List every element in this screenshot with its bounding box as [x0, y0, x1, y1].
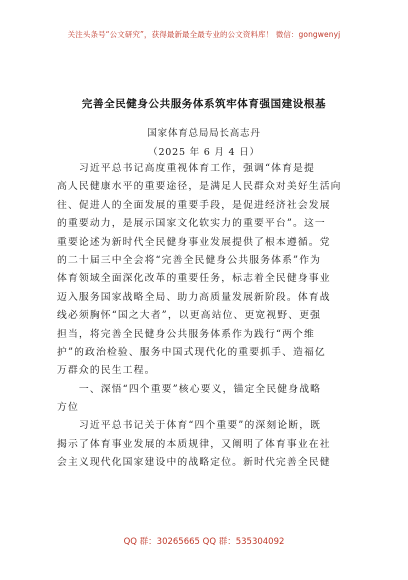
document-author: 国家体育总局局长高志丹: [147, 128, 261, 139]
body-line: 往、促进人的全面发展的重要手段，是促进经济社会发展: [57, 199, 331, 211]
body-line: 护”的政治检验、服务中国式现代化的重要抓手、造福亿: [57, 346, 326, 358]
body-line: 万群众的民生工程。: [57, 365, 156, 377]
body-line: 习近平总书记关于体育“四个重要”的深刻论断，既: [57, 420, 322, 432]
footer-qq-groups: QQ 群：30265665 QQ 群：535304092: [123, 537, 285, 547]
header-banner: 关注头条号“公文研究”，获得最新最全最专业的公文资料库！ 微信：gongwenyj: [67, 30, 341, 39]
document-date: （2025 年 6 月 4 日）: [148, 147, 260, 158]
document-title: 完善全民健身公共服务体系筑牢体育强国建设根基: [81, 98, 327, 110]
body-line: 高人民健康水平的重要途径，是满足人民群众对美好生活向: [57, 181, 342, 193]
document-body: [57, 160, 353, 473]
body-line: 体育领域全面深化改革的重要任务，标志着全民健身事业: [57, 273, 331, 285]
body-line: 习近平总书记高度重视体育工作，强调“体育是提: [57, 163, 315, 174]
body-line: 的二十届三中全会将“完善全民健身公共服务体系”作为: [57, 254, 322, 266]
body-line: 方位: [57, 402, 79, 414]
body-line: 的重要动力，是展示国家文化软实力的重要平台”。这一: [57, 218, 326, 230]
body-line: 迈入服务国家战略全局、助力高质量发展新阶段。体育战: [57, 291, 331, 303]
body-line: 线必须胸怀“国之大者”，以更高站位、更宽视野、更强: [57, 310, 322, 322]
body-line: 重要论述为新时代全民健身事业发展提供了根本遵循。党: [57, 236, 331, 248]
body-line: 会主义现代化国家建设中的战略定位。新时代完善全民健: [57, 457, 331, 469]
body-line: 担当，将完善全民健身公共服务体系作为践行“两个维: [57, 328, 315, 340]
body-line: 一、深悟“四个重要”核心要义，锚定全民健身战略: [57, 383, 322, 395]
body-line: 揭示了体育事业发展的本质规律，又阐明了体育事业在社: [57, 438, 331, 450]
